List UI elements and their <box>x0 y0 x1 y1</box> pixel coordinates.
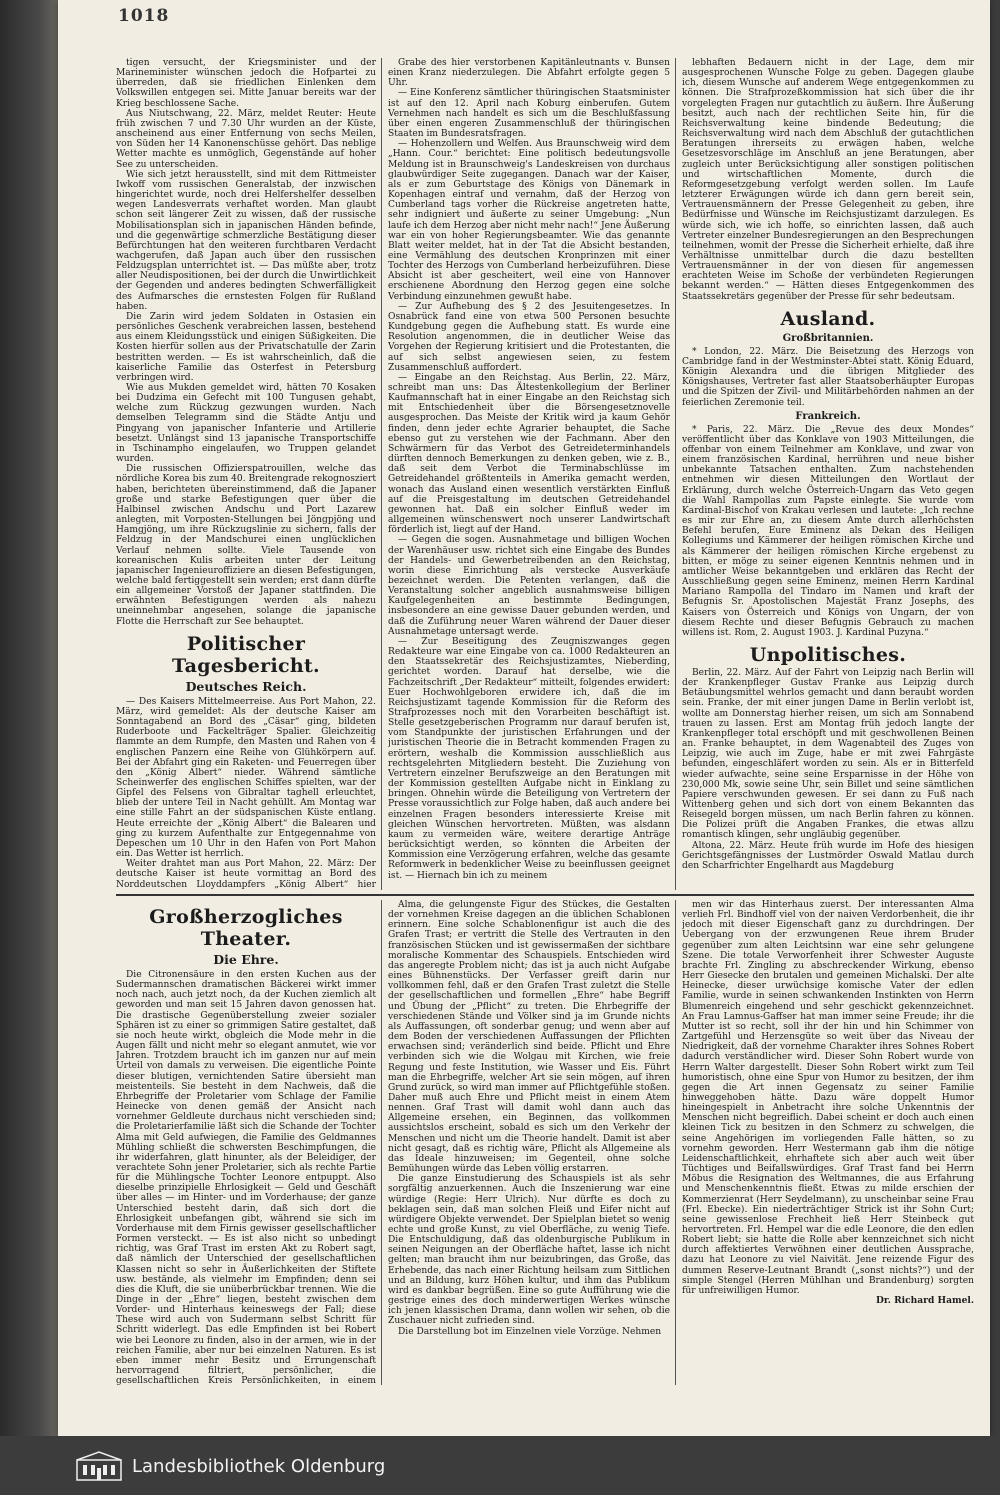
feuilleton-rule <box>116 894 974 896</box>
library-name: Landesbibliothek Oldenburg <box>132 1456 386 1477</box>
country-heading: Frankreich. <box>795 410 861 422</box>
article-paragraph: — Hohenzollern und Welfen. Aus Braunschweig wird dem „Hann. Cour.“ berichtet: Eine politisch bedeutungsvolle Meldung ist in Braunschweig's Landeskreisen von durchaus glaubwürdiger Seite zugegangen. Danach war der Kaiser, als er zum Geburtstage des Königs von Dänemark in Kopenhagen eintraf und vernahm, daß der Herzog von Cumberland tags vorher die Rückreise angetreten hatte, sehr indigniert und äußerte zu seiner Umgebung: „Nun laufe ich dem Herzog aber nicht mehr nach!“ Jene Äußerung war ein von hoher Regierungsbeamter. Wie das genannte Blatt weiter meldet, hat in der Tat die Absicht bestanden, eine Vermählung des deutschen Kronprinzen mit einer Tochter des Herzogs von Cumberland herbeizuführen. Diese Absicht ist aber gescheitert, weil eine von Hannover erschienene Abordnung den Herzog gegen eine solche Verbindung einzunehmen gewußt habe. <box>388 139 670 302</box>
article-paragraph: — Des Kaisers Mittelmeerreise. Aus Port Mahon, 22. März, wird gemeldet: Als der deutsche Kaiser am Sonntagabend an Bord des „Cäsar“ ging, bildeten Ruderboote und Fackelträger Spalier. Gleichzeitig flammte an dem Rumpfe, den Masten und Rahen von 4 englischen Panzern eine Reihe von Glühkörpern auf. Bei der Abfahrt ging ein Raketen- und Feuerregen über den „König Albert“ nieder. Während sämtliche Scheinwerfer des englischen Schiffes spielten, war der Gipfel des Felsens von Gibraltar taghell erleuchtet, blieb der untere Teil in Nacht gehüllt. Am Montag war eine stille Fahrt an der südspanischen Küste entlang. Heute erreichte der „König Albert“ die Balearen und ging zu kurzem Aufenthalte zur Entgegennahme von Depeschen um 10 Uhr in den Hafen von Port Mahon ein. Das Wetter ist herrlich. <box>116 696 376 860</box>
article-paragraph: tigen versucht, der Kriegsminister und der Marineminister wünschen jedoch die Hofpartei zu überreden, daß sie friedlichen Einlenken dem Volkswillen entgegen sei. Mitte Januar bereits war der Krieg beschlossene Sache. <box>116 58 376 109</box>
article-paragraph: men wir das Hinterhaus zuerst. Der interessanten Alma verlieh Frl. Bindhoff viel von der naiven Verdorbenheit, die ihr jedoch mit dieser Eigenschaft ganz zu durchdringen. Der Uebergang von der erzwungenen Reue ihrem Bruder gegenüber zum alten Leichtsinn war eine sehr gelungene Szene. Die totale Verworfenheit ihrer Schwester Auguste brachte Frl. Zingling zu abschreckender Wirkung, ebenso Herr Giesecke den brutalen und gemeinen Michalski. Der alte Heinecke, dieser urwüchsige komische Vater der edlen Familie, wurde in seinen schwankenden Instinkten von Herrn Blumenreich eingehend und sehr geschickt gekennzeichnet. An Frau Lamnus-Gaffser hat man immer seine Freude; ihr die Mutter ist so recht, soll ihr der hin und hin Schimmer von Zartgefühl und Herzensgüte so weit über das Niveau der Niedrigkeit, daß der vornehme Charakter ihres Sohnes Robert dadurch verständlicher wird. Dieser Sohn Robert wurde von Herrn Walter dargestellt. Dieser Sohn Robert wirkt zum Teil humoristisch, ohne eine Spur von Humor zu besitzen, der ihm gegen die Art innen Gegensatz zu seiner Familie hinweggehoben hätte. Dazu wäre doppelt Humor hineingespielt in Anbetracht ihre solche Unkenntnis der Menschen nicht begreiflich. Dabei scheint er doch auch einen kleinen Tick zu besitzen in den Schmerz zu schwelgen, die seine Angehörigen im vorliegenden Falle hätten, so zu vornehm geworden. Herr Westermann gab ihm die nötige Leidenschaftlichkeit, ehrhaftete sich aber auch weit über Tüchtiges und Beifallswürdiges. Graf Trast fand bei Herrn Möbus die Resignation des Weltmannes, die aus Erfahrung und Menschenkenntnis fließt. Etwas zu milde erschien der Kommerzienrat (Herr Seydelmann), zu unscheinbar seine Frau (Frl. Ebecke). Ein niederträchtiger Strick ist ihr Sohn Curt; seine gewissenlose Frechheit ließ Herr Steinbeck gut hervortreten. Frl. Hempel war die edle Leonore, die den edlen Robert liebt; sie hatte die Rolle aber kennzeichnet sich nicht durch affektiertes Verwöhnen einer deutlichen Aussprache, dazu hat Leonore zu viel Naivität. Jene reizende Figur des dummen Reserve-Leutnant Brandt („sonst nichts?“) und der simple Stengel (Herren Mühlhan und Brandenburg) sorgten für unfreiwilligen Humor. <box>682 900 974 1296</box>
section-subheading: Deutsches Reich. <box>185 678 307 694</box>
article-paragraph: Grabe des hier verstorbenen Kapitänleutnants v. Bunsen einen Kranz niederzulegen. Die Abfahrt erfolgte gegen 5 Uhr. <box>388 58 670 89</box>
article-paragraph: Die Darstellung bot im Einzelnen viele Vorzüge. Nehmen <box>398 1326 662 1337</box>
column-1 <box>116 58 376 890</box>
feuilleton-column-2 <box>388 900 670 1385</box>
newspaper-sheet <box>58 0 990 1436</box>
column-rule <box>381 58 382 890</box>
author-signature: Dr. Richard Hamel. <box>875 1295 974 1307</box>
column-rule <box>381 900 382 1385</box>
article-paragraph: — Zur Aufhebung des § 2 des Jesuitengesetzes. In Osnabrück fand eine von etwa 500 Personen besuchte Kundgebung gegen die Aufhebung statt. Es wurde eine Resolution angenommen, die in deutlicher Weise das Vorgehen der Regierung kritisiert und die Protestanten, die auf sich selbst angewiesen seien, zu festem Zusammenschluß auffordert. <box>388 301 670 373</box>
article-paragraph: — Zur Beseitigung des Zeugniszwanges gegen Redakteure war eine Eingabe von ca. 1000 Redakteuren an den Staatssekretär des Reichsjustizamtes, Nieberding, gerichtet worden. Darauf hat derselbe, wie die Fachzeitschrift „Der Redakteur“ mitteilt, folgendes erwidert: Euer Hochwohlgeboren erwidere ich, daß die im Reichsjustizamt tagende Kommission für die Reform des Strafprozesses noch mit den Vorarbeiten beschäftigt ist. Stelle gesetzgeberischen Programm nur darauf berufen ist, vom Standpunkte der juristischen Erfahrungen und der juristischen Theorie die in Betracht kommenden Fragen zu erörtern, weshalb die Kommission ausschließlich aus rechtsgelehrten Mitgliedern besteht. Die Zuziehung von Vertretern einzelner Berufszweige an den Beratungen mit der Kommission gestellten Aufgabe nicht in Einklang zu bringen. Ohnehin würde die Beteiligung von Vertretern der Presse voraussichtlich zur Folge haben, daß auch andere bei einzelnen Fragen besonders interessierte Kreise mit gleichen Wünschen hervortreten. Müßten, was alsdann kaum zu vermeiden wäre, weitere derartige Anträge berücksichtigt werden, so könnten die Arbeiten der Kommission eine Verzögerung erfahren, welche das gesamte Reformwerk in bedenklicher Weise zu beeinflussen geeignet ist. — Hiernach bin ich zu meinem <box>388 636 670 881</box>
section-heading: Ausland. <box>780 307 876 330</box>
article-paragraph: Die ganze Einstudierung des Schauspiels ist als sehr sorgfältig anzuerkennen. Auch die Inszenierung war eine würdige (Regie: Herr Ulrich). Nur dürfte es doch zu beklagen sein, daß man solchen Fleiß und Eifer nicht auf würdigere Objekte verwendet. Der Spielplan bietet so wenig echte und große Kunst, zu viel Oberfläche, zu wenig Tiefe. Die Entschuldigung, daß das oldenburgische Publikum in seinen Neigungen an der Oberfläche haftet, lasse ich nicht gelten; man braucht ihm nur beizubringen, das Große, das Erhebende, das nach einer Richtung heilsam zum Sittlichen und an Bildung, kurz Höhen kultur, und ihm das Publikum wird es dankbar begrüßen. Eine so gute Aufführung wie die gestrige eines des doch minderwertigen Werkes wünsche ich jenen klassischen Drama, dann wollen wir sehen, ob die Zuschauer nicht zufrieden sind. <box>388 1174 670 1327</box>
page-number: 1018 <box>118 6 170 26</box>
article-paragraph: * Paris, 22. März. Die „Revue des deux Mondes“ veröffentlicht über das Konklave von 1903 Mitteilungen, die offenbar von einem Teilnehmer am Konklave, und zwar von einem französischen Kardinal, herrühren und neue bisher unbekannte Tatsachen enthalten. Zum nachstehenden entnehmen wir diesen Mitteilungen den Wortlaut der Erklärung, durch welche Österreich-Ungarn das Veto gegen die Wahl Rampollas zum Papste einlegte. Sie wurde vom Kardinal-Bischof von Krakau verlesen und lautete: „Ich rechne es mir zur Ehre an, zu diesem Amte durch allerhöchsten Befehl berufen, Eure Eminenz als Dekan des Heiligen Kollegiums und Kämmerer der heiligen römischen Kirche und als Kämmerer der heiligen römischen Kirche ergebenst zu bitten, er möge zu seiner eigenen Kenntnis nehmen und in amtlicher Weise bekanntgeben und erklären das Recht der Ausschließung gegen seine Eminenz, meinen Herrn Kardinal Mariano Rampolla del Tindaro im Namen und kraft der Befugnis Sr. Apostolischen Majestät Franz Josephs, des Kaisers von Österreich und Königs von Ungarn, der von diesem Rechte und dieser Befugnis Gebrauch zu machen willens ist. Rom, 2. August 1903. J. Kardinal Puzyna.“ <box>682 424 974 638</box>
library-footer <box>0 1436 1000 1495</box>
article-paragraph: — Eine Konferenz sämtlicher thüringischen Staatsminister ist auf den 12. April nach Koburg einberufen. Gutem Vernehmen nach handelt es sich um die Beschlußfassung über einen engeren Zusammenschluß der thüringischen Staaten im Bundesratsfragen. <box>388 88 670 140</box>
article-paragraph: Weiter drahtet man aus Port Mahon, 22. März: Der deutsche Kaiser ist heute vormittag an Bord des Norddeutschen Lloyddampfers „König Albert“ hier <box>116 859 376 890</box>
article-paragraph: Die russischen Offizierspatrouillen, welche das nördliche Korea bis zum 40. Breitengrade rekognosziert haben, berichteten übereinstimmend, daß die Japaner große und starke Befestigungen quer über die Halbinsel zwischen Andschu und Port Lazarew anlegten, mit Vorposten-Stellungen bei Jöngpjöng und Hamgjöng, um ihre Rückzugslinie zu sichern, falls der Feldzug in der Mandschurei einen unglücklichen Verlauf nehmen sollte. Viele Tausende von koreanischen Kulis arbeiten unter der Leitung japanischer Ingenieuroffiziere an diesen Befestigungen, welche bald fertiggestellt sein werden; erst dann dürfte ein allgemeiner Vorstoß der Japaner stattfinden. Die erwähnten Befestigungen werden als nahezu uneinnehmbar angesehen, solange die japanische Flotte die Herrschaft zur See behauptet. <box>116 464 376 627</box>
section-heading: Politischer Tagesbericht. <box>172 632 320 677</box>
book-spine <box>0 0 58 1436</box>
article-paragraph: Die Citronensäure in den ersten Kuchen aus der Sudermannschen dramatischen Bäckerei wirkt immer noch nach, auch jetzt noch, da der Kuchen ziemlich alt geworden und man seit 15 Jahren davon genossen hat. Die drastische Gegenüberstellung zweier sozialer Sphären ist zu einer so grimmigen Satire gestaltet, daß sie noch heute wirkt, obgleich die Mode mehr in die Augen fällt und nicht mehr so elegant anmutet, wie vor Jahren. Trotzdem braucht ich im ganzen nur auf mein Urteil von damals zu verweisen. Die eigentliche Pointe dieser blutigen, vernichtenden Satire übersieht man meistenteils. Sie besteht in dem Nachweis, daß die Ehrbegriffe der Proletarier vom Schlage der Familie Heinecke von denen gemäß der Ansicht nach vornehmer Geldleute durchaus nicht verschieden sind; die Proletarierfamilie läßt sich die Schande der Tochter Alma mit Geld aufwiegen, die Familie des Geldmannes Mühling schließt die schwersten Beschimpfungen, die ihr widerfahren, glatt hinunter, als der Beleidiger, der verachtete Sohn jener Proletarier, sich als rechte Partie für die Mühlingsche Tochter Leonore entpuppt. Also dieselbe prinzipielle Ehrlosigkeit — Geld und Geschäft über alles — im Hinter- und im Vorderhause; der ganze Unterschied besteht darin, daß sich dort die Ehrlosigkeit unbefangen gibt, während sie sich im Vorderhause mit dem Firnis gewisser gesellschaftlicher Formen versteckt. — Es ist also nicht so unbedingt richtig, was Graf Trast im ersten Akt zu Robert sagt, daß nämlich der Unterschied der gesellschaftlichen Klassen nicht so sehr in Äußerlichkeiten der Stiftete usw. bestände, als vielmehr im Empfinden; denn sei dies die Kluft, die sie unüberbrückbar trennen. Wie die Dinge in der „Ehre“ liegen, besteht zwischen dem Vorder- und Hinterhaus keineswegs der Fall; diese These wird auch von Sudermann selbst Schritt für Schritt widerlegt. Das edle Empfinden ist bei Robert wie bei Leonore zu finden, also in der armen, wie in der reichen Familie, aber nur bei einzelnen Naturen. Es ist eben immer mehr Besitz und Errungenschaft hervorragend filtriert, persönlicher, die gesellschaftlichen Kreis Persönlichkeiten, in einem <box>116 970 376 1385</box>
article-paragraph: — Eingabe an den Reichstag. Aus Berlin, 22. März, schreibt man uns: Das Ältestenkollegium der Berliner Kaufmannschaft hat in einer Eingabe an den Reichstag sich mit Entschiedenheit über die Börsengesetznovelle ausgesprochen. Das Meiste der Kritik wird ja kaum Gehör finden, denn jeder echte Agrarier behauptet, die Sache ebenso gut zu verstehen wie der Fachmann. Aber den Schwärmern für das Verbot des Getreideterminhandels dürften dennoch Bemerkungen zu denken geben, wie z. B., daß seit dem Verbot die Terminabschlüsse im Getreidehandel größtenteils in Amerika gemacht werden, wonach das Ausland einen wesentlich verstärkten Einfluß auf die Preisgestaltung im deutschen Getreidehandel gewonnen hat. Daß ein solcher Einfluß weder im allgemeinen wünschenswert noch unserer Landwirtschaft förderlich ist, liegt auf der Hand. <box>388 372 670 536</box>
article-paragraph: — Gegen die sogen. Ausnahmetage und billigen Wochen der Warenhäuser usw. richtet sich eine Eingabe des Bundes der Handels- und Gewerbetreibenden an den Reichstag, worin diese Einrichtung als verstecke Ausverkäufe bezeichnet werden. Die Petenten verlangen, daß die Veranstaltung solcher angeblich ausnahmsweise billigen Kaufgelegenheiten an bestimmte Bedingungen, insbesondere an eine gewisse Dauer gebunden werden, und daß die Zuführung neuer Waren während der Dauer dieser Ausnahmetage untersagt werde. <box>388 535 670 637</box>
column-rule <box>675 900 676 1385</box>
article-paragraph: Alma, die gelungenste Figur des Stückes, die Gestalten der vornehmen Kreise dagegen an die üblichen Schablonen erinnern. Eine solche Schablonenfigur ist auch die des Grafen Trast; er vertritt die Stelle des Vertrauten in den französischen Stücken und ist gewissermaßen der sichtbare moralische Kommentar des Schauspiels. Entschieden wird das angeregte Problem nicht; das ist ja auch nicht Aufgabe eines Bühnenstücks. Der Verfasser greift darin nur vollkommen fehl, daß er den Grafen Trast zuletzt die Stelle der gesellschaftlichen und formellen „Ehre“ habe Begriff und Übung der „Pflicht“ zu treten. Die Ehrbegriffe der verschiedenen Stände und Völker sind ja im Grunde nichts als Auffassungen, oft sonderbar genug; und wenn aber auf dem Boden der verschiedenen Auffassungen der Pflichten erwachsen sind; veränderlich sind beide. Pflicht und Ehre verbinden sich wie die Wolgau mit Kirchen, wie freie Regung und feste Institution, wie Wasser und Eis. Führt man die Ehrbegriffe, welcher Art sie sein mögen, auf ihren Grund zurück, so wird man immer auf Pflichtgefühle stoßen. Daher muß auch Ehre und Pflicht meist in einem Atem nennen. Graf Trast will damit wohl dann auch das Allgemeine ersehen, ein Beginnen, das vollkommen aussichtslos erscheint, sobald es sich um den Verkehr der Menschen und nicht um die Theorie handelt. Damit ist aber nicht gesagt, daß es richtig wäre, Pflicht als Allgemeine als das Ideale hinzuweisen; im Gegenteil, ohne solche Bemühungen würde das Leben völlig erstarren. <box>388 900 670 1175</box>
column-rule <box>675 58 676 890</box>
article-paragraph: * London, 22. März. Die Beisetzung des Herzogs von Cambridge fand in der Westminster-Abtei statt. König Eduard, Königin Alexandra und die übrigen Mitglieder des Königshauses, Vertreter fast aller Staatsoberhäupter Europas und die Spitzen der Zivil- und Militärbehörden nahmen an der feierlichen Zeremonie teil. <box>682 346 974 408</box>
column-2 <box>388 58 670 890</box>
feuilleton-column-1 <box>116 900 376 1385</box>
article-paragraph: Wie sich jetzt herausstellt, sind mit dem Rittmeister Iwkoff vom russischen Generalstab, der inzwischen hingerichtet wurde, noch drei Helfershelfer desselben wegen Landesverrats verhaftet worden. Man glaubt schon seit längerer Zeit zu wissen, daß der russische Mobilisationsplan sich in japanischen Händen befinde, und die gegenwärtige schmerzliche Bestätigung dieser Befürchtungen hat den weiteren furchtbaren Verdacht wachgerufen, daß Japan auch über den russischen Feldzugsplan unterrichtet ist. — Das müßte aber, trotz aller Neudispositionen, bei der durch die Unwirtlichkeit der Gegenden und anderes bedingten Schwerfälligkeit des Aufmarsches die ernstesten Folgen für Rußland haben. <box>116 169 376 312</box>
country-heading: Großbritannien. <box>782 332 874 344</box>
article-paragraph: Wie aus Mukden gemeldet wird, hätten 70 Kosaken bei Dudzima ein Gefecht mit 100 Tungusen gehabt, welche zum Rückzug gezwungen wurden. Nach demselben Telegramm sind die Städte Antju und Pingyang von japanischer Infanterie und Artillerie besetzt. Unlängst sind 13 japanische Transportschiffe in Tschinampho eingelaufen, wo Truppen gelandet wurden. <box>116 383 376 465</box>
feuilleton-subheading: Die Ehre. <box>213 952 279 967</box>
article-paragraph: Altona, 22. März. Heute früh wurde im Hofe des hiesigen Gerichtsgefängnisses der Lustmörder Oswald Matlau durch den Scharfrichter Engelhardt aus Magdeburg <box>682 840 974 871</box>
article-paragraph: lebhaften Bedauern nicht in der Lage, dem mir ausgesprochenen Wunsche Folge zu geben. Dagegen glaube ich, diesem Wunsche auf anderem Wege entgegenkommen zu können. Die Strafprozeßkommission hat sich über die ihr vorgelegten Fragen nur gutachtlich zu äußern. Ihre Äußerung besitzt, auch nach der rechtlichen Seite hin, für die Reichsverwaltung keine bindende Bedeutung; die Reichsverwaltung wird nach dem Abschluß der gutachtlichen Beratungen ihrerseits zu erwägen haben, welche Gesetzesvorschläge im Anschluß an jene Beratungen, aber zugleich unter Berücksichtigung aller sonstigen politischen und wirtschaftlichen Momente, durch die Reformgesetzgebung verfolgt werden sollen. Im Laufe letzterer Erwägungen würde ich dann gern bereit sein, Vertrauensmännern der Presse Gelegenheit zu geben, ihre Bedürfnisse und Wünsche im Reichsjustizamt darzulegen. Es würde sich, wie ich hoffe, so einrichten lassen, daß auch Vertreter einzelner Bundesregierungen an den Besprechungen teilnehmen, womit der Presse die Sicherheit erhielte, daß ihre Verhältnisse unmittelbar durch die dazu bestellten Vertrauensmänner in der von diesen für angemessen erachteten Weise im Schoße der verbündeten Regierungen bekannt werden.“ — Hätten dieses Entgegenkommen des Staatssekretärs gegenüber der Presse für sehr bedeutsam. <box>682 58 974 302</box>
feuilleton-heading: Großherzogliches Theater. <box>149 906 343 950</box>
library-building-icon <box>75 1450 123 1482</box>
article-paragraph: Die Zarin wird jedem Soldaten in Ostasien ein persönliches Geschenk verabreichen lassen, bestehend aus einem Kleidungsstück und einigen Süßigkeiten. Die Kosten hierfür sollen aus der Privatschatulle der Zarin bestritten werden. — Es ist wahrscheinlich, daß die kaiserliche Familie das Osterfest in Petersburg verbringen wird. <box>116 311 376 383</box>
section-heading: Unpolitisches. <box>749 643 907 666</box>
column-3 <box>682 58 974 890</box>
article-paragraph: Berlin, 22. März. Auf der Fahrt von Leipzig nach Berlin will der Krankenpfleger Gustav Franke aus Leipzig durch Betäubungsmittel wehrlos gemacht und dann beraubt worden sein. Franke, der mit einer jungen Dame in Berlin verlobt ist, wollte am Donnerstag hierher reisen, um sich am Sonnabend trauen zu lassen. Erst am Montag früh jedoch langte der Krankenpfleger total erschöpft und mit geschwollenen Beinen an. Franke behauptet, in dem Wagenabteil des Zuges von Leipzig, wie auch im Zuge, habe er mit zwei Fahrgäste befunden, eingeschläfert worden zu sein. Als er in Bitterfeld wieder aufwachte, seine seine Ersparnisse in der Höhe von 230,000 Mk, sowie seine Uhr, sein Billet und seine sämtlichen Papiere verschwunden gewesen. Er sei dann zu Fuß nach Wittenberg gehen und sich dort von einem Bekannten das Reisegeld borgen müssen, um nach Berlin fahren zu können. Die Polizei prüft die Angaben Frankes, die etwas allzu romantisch klingen, sehr ungläubig gegenüber. <box>682 667 974 841</box>
article-paragraph: Aus Niutschwang, 22. März, meldet Reuter: Heute früh zwischen 7 und 7.30 Uhr wurden an der Küste, anscheinend aus einer Entfernung von sechs Meilen, von Süden her 14 Kanonenschüsse gehört. Das neblige Wetter machte es unmöglich, Gegenstände auf hoher See zu unterscheiden. <box>116 108 376 170</box>
feuilleton-column-3 <box>682 900 974 1385</box>
